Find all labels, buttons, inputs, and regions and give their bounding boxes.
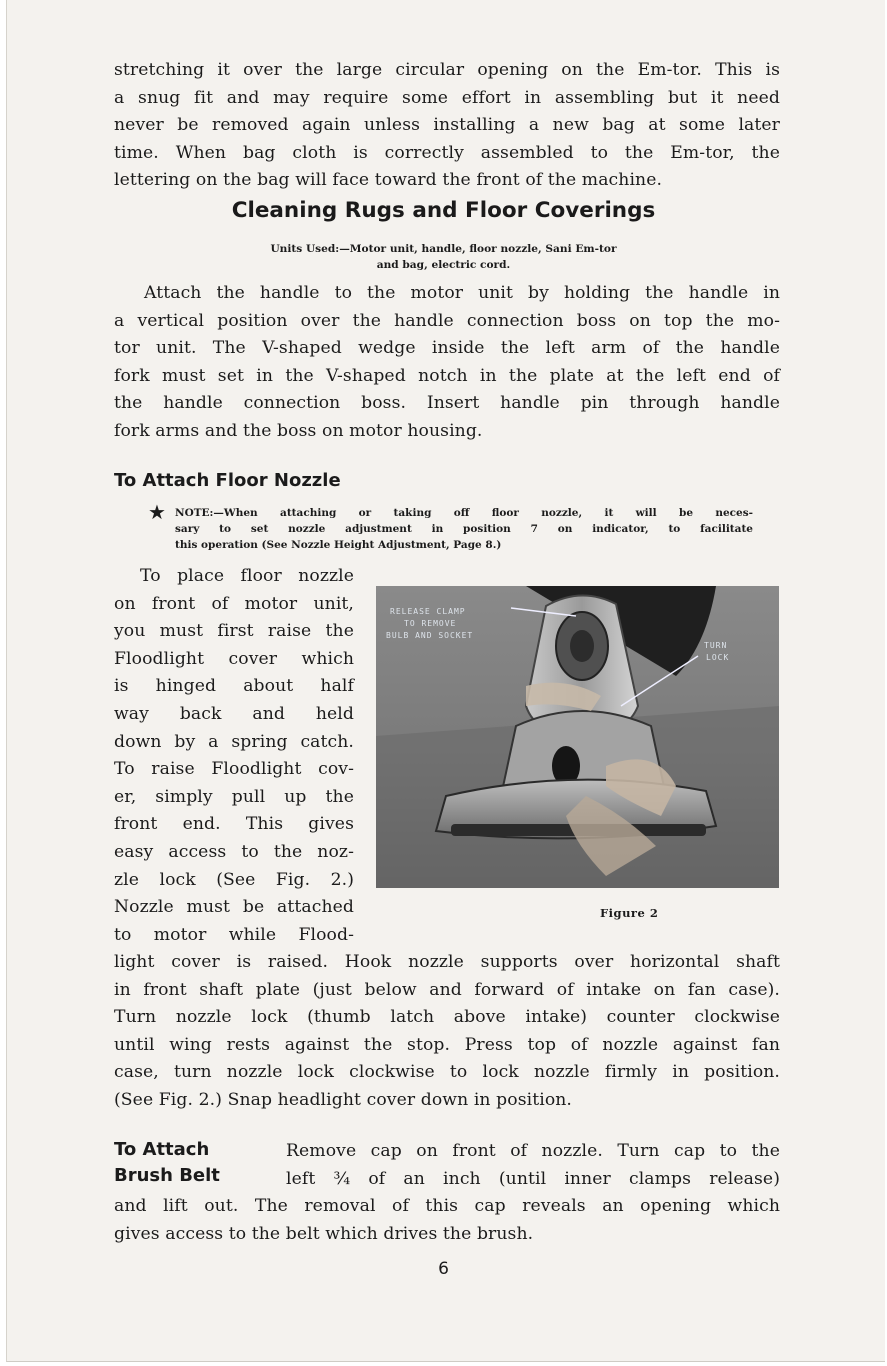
text-line: to motor while Flood-	[114, 924, 354, 945]
floor-nozzle-heading: To Attach Floor Nozzle	[114, 470, 341, 491]
text-line: until wing rests against the stop. Press top of nozzle against fan	[114, 1034, 780, 1055]
text-line: on front of motor unit,	[114, 593, 354, 614]
brush-belt-heading-1: To Attach	[114, 1139, 210, 1160]
text-line: Floodlight cover which	[114, 648, 354, 669]
floor-nozzle-column	[114, 563, 354, 949]
units-used-line-1: Units Used:—Motor unit, handle, floor nozzle, Sani Em-tor	[270, 243, 617, 255]
text-line: and lift out. The removal of this cap reveals an opening which	[114, 1196, 780, 1216]
star-icon: ★	[148, 500, 166, 524]
brush-belt-paragraph-top	[286, 1138, 780, 1193]
page-number: 6	[438, 1259, 449, 1279]
figure-caption: Figure 2	[600, 906, 659, 920]
text-line: Remove cap on front of nozzle. Turn cap to the	[286, 1141, 780, 1161]
text-line: tor unit. The V-shaped wedge inside the left arm of the handle	[114, 338, 780, 359]
note-line: NOTE:—When attaching or taking off floor nozzle, it will be neces-	[175, 507, 753, 519]
text-line: the handle connection boss. Insert handle pin through handle	[114, 393, 780, 414]
text-line: To raise Floodlight cov-	[114, 759, 354, 780]
text-line: Nozzle must be attached	[114, 897, 354, 918]
figure-label-left-3: BULB AND SOCKET	[386, 631, 474, 640]
text-line: a vertical position over the handle connection boss on top the mo-	[114, 310, 780, 331]
floor-nozzle-continuation	[114, 949, 780, 1115]
text-line: left ¾ of an inch (until inner clamps release)	[286, 1168, 780, 1189]
text-line: you must first raise the	[114, 621, 354, 642]
note-block	[175, 505, 753, 553]
text-line: (See Fig. 2.) Snap headlight cover down in position.	[114, 1089, 572, 1110]
figure-2-photo	[376, 586, 779, 888]
text-line: stretching it over the large circular opening on the Em-tor. This is	[114, 60, 780, 80]
text-line: light cover is raised. Hook nozzle supports over horizontal shaft	[114, 952, 780, 972]
figure-label-right-1: TURN	[704, 641, 728, 650]
text-line: a snug fit and may require some effort in assembling but it need	[114, 87, 780, 108]
text-line: er, simply pull up the	[114, 786, 354, 807]
text-line: is hinged about half	[114, 676, 354, 697]
text-line: never be removed again unless installing a new bag at some later	[114, 115, 780, 136]
note-line: sary to set nozzle adjustment in position 7 on indicator, to facilitate	[175, 523, 753, 535]
figure-label-right-2: LOCK	[706, 653, 730, 662]
text-line: fork must set in the V-shaped notch in the plate at the left end of	[114, 365, 780, 386]
text-line: zle lock (See Fig. 2.)	[114, 869, 354, 890]
text-line: down by a spring catch.	[114, 731, 354, 752]
text-line: To place floor nozzle	[140, 566, 354, 586]
text-line: way back and held	[114, 703, 354, 724]
units-used-line-2: and bag, electric cord.	[376, 259, 511, 271]
intro-paragraph	[114, 57, 780, 195]
brush-belt-heading-2: Brush Belt	[114, 1165, 220, 1186]
text-line: time. When bag cloth is correctly assembled to the Em-tor, the	[114, 142, 780, 163]
vacuum-nozzle-illustration	[376, 586, 779, 888]
text-line: fork arms and the boss on motor housing.	[114, 420, 483, 441]
attach-handle-paragraph	[114, 280, 780, 446]
text-line: in front shaft plate (just below and forward of intake on fan case).	[114, 979, 780, 1000]
note-line: this operation (See Nozzle Height Adjustment, Page 8.)	[175, 539, 502, 551]
section-title: Cleaning Rugs and Floor Coverings	[231, 198, 656, 223]
brush-belt-paragraph-bottom	[114, 1193, 780, 1248]
text-line: Attach the handle to the motor unit by holding the handle in	[144, 283, 780, 303]
text-line: gives access to the belt which drives the brush.	[114, 1223, 534, 1244]
figure-label-left-1: RELEASE CLAMP	[390, 607, 466, 616]
text-line: Turn nozzle lock (thumb latch above intake) counter clockwise	[114, 1007, 780, 1028]
figure-label-left-2: TO REMOVE	[404, 619, 457, 628]
text-line: front end. This gives	[114, 814, 354, 835]
text-line: case, turn nozzle lock clockwise to lock nozzle firmly in position.	[114, 1062, 780, 1083]
text-line: lettering on the bag will face toward the front of the machine.	[114, 170, 663, 191]
text-line: easy access to the noz-	[114, 841, 354, 862]
